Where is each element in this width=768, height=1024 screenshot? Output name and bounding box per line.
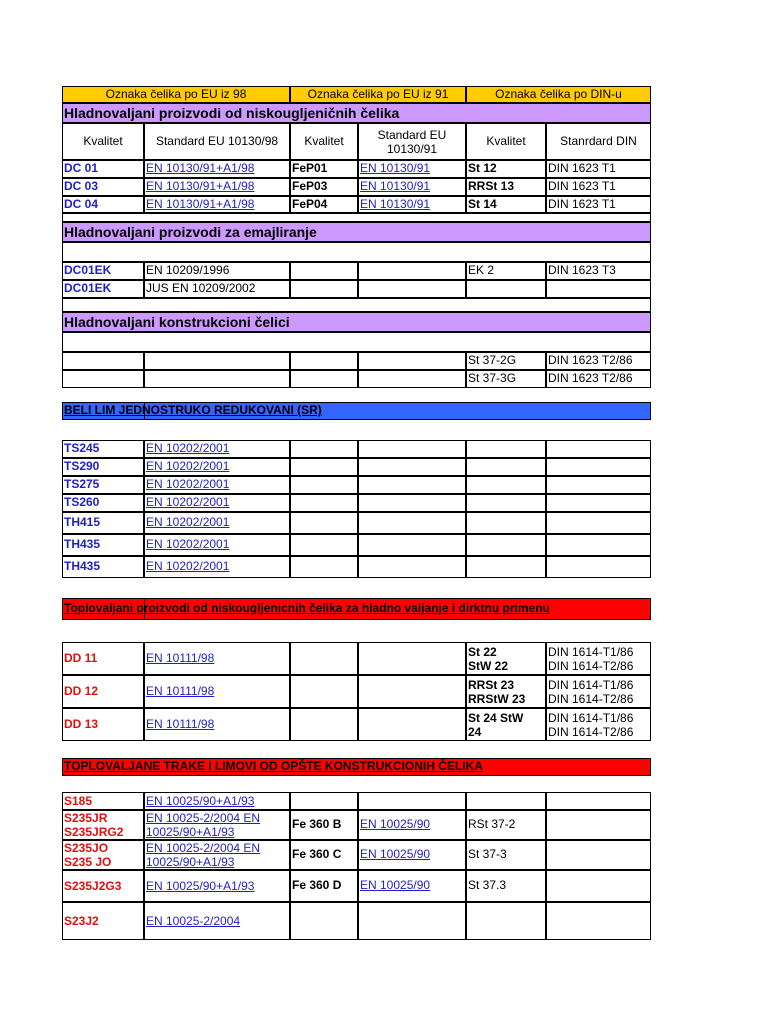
section-title: TOPLOVALJANE TRAKE I LIMOVI OD OPŠTE KONSTRUKCIONIH ČELIKA xyxy=(62,758,651,776)
cell xyxy=(358,534,466,556)
cell[interactable]: EN 10111/98 xyxy=(144,708,290,741)
cell xyxy=(290,494,358,512)
section-cold-rolled-low-carbon xyxy=(62,103,651,123)
cell xyxy=(546,840,651,870)
line-2[interactable]: 10025/90+A1/93 xyxy=(146,825,235,839)
cell xyxy=(290,352,358,370)
table-row xyxy=(62,902,651,940)
cell: RSt 37-2 xyxy=(466,810,546,840)
cell xyxy=(290,280,358,298)
cell xyxy=(290,792,358,810)
cell xyxy=(466,556,546,578)
cell: Fe 360 B xyxy=(290,810,358,840)
table-row xyxy=(62,352,651,370)
cell[interactable]: EN 10202/2001 xyxy=(144,534,290,556)
line-2: S235 JO xyxy=(64,855,112,869)
table-row xyxy=(62,556,651,578)
cell[interactable]: EN 10130/91 xyxy=(358,178,466,196)
cell xyxy=(358,675,466,708)
section-title: Hladnovaljani konstrukcioni čelici xyxy=(62,312,651,332)
cell xyxy=(546,810,651,840)
section-cold-rolled-structural xyxy=(62,312,651,332)
cell[interactable]: EN 10130/91+A1/98 xyxy=(144,160,290,178)
line-1[interactable]: EN 10025-2/2004 EN xyxy=(146,811,261,825)
cell xyxy=(358,642,466,675)
line-1[interactable]: EN 10025-2/2004 EN xyxy=(146,841,261,855)
header-row xyxy=(62,86,651,103)
cell: DC 03 xyxy=(62,178,144,196)
section-title: BELI LIM JEDNOSTRUKO REDUKOVANI (SR) xyxy=(62,402,651,420)
subheader-kvalitet: Kvalitet xyxy=(290,123,358,160)
cell[interactable]: EN 10025/90 xyxy=(358,840,466,870)
line-2: 24 xyxy=(468,724,482,739)
cell xyxy=(466,280,546,298)
spacer-row xyxy=(62,298,651,312)
cell: Fe 360 D xyxy=(290,870,358,902)
cell xyxy=(62,902,144,940)
cell: St 37-3 xyxy=(466,840,546,870)
cell[interactable]: EN 10202/2001 xyxy=(144,494,290,512)
cell: DIN 1623 T1 xyxy=(546,178,651,196)
table-row xyxy=(62,534,651,556)
line-1: DIN 1614-T1/86 xyxy=(548,710,634,725)
cell xyxy=(546,494,651,512)
cell xyxy=(358,512,466,534)
section-title: Hladnovaljani proizvodi za emajliranje xyxy=(62,222,651,242)
cell xyxy=(466,708,546,741)
divider xyxy=(144,598,145,620)
cell: DD 11 xyxy=(62,642,144,675)
cell: St 37.3 xyxy=(466,870,546,902)
cell xyxy=(546,556,651,578)
line-2[interactable]: 10025/90+A1/93 xyxy=(146,855,235,869)
cell xyxy=(466,902,546,940)
cell: St 37-2G xyxy=(466,352,546,370)
spacer xyxy=(62,242,651,262)
cell xyxy=(290,534,358,556)
cell: FeP03 xyxy=(290,178,358,196)
line-1: S235JO xyxy=(64,841,109,855)
cell xyxy=(546,458,651,476)
cell: FeP04 xyxy=(290,196,358,214)
table-row xyxy=(62,512,651,534)
cell xyxy=(466,675,546,708)
cell: DIN 1623 T1 xyxy=(546,196,651,214)
header-eu91: Oznaka čelika po EU iz 91 xyxy=(290,86,466,103)
cell: DIN 1623 T2/86 xyxy=(546,352,651,370)
cell[interactable] xyxy=(144,810,290,840)
spacer-row xyxy=(62,332,651,352)
cell: EN 10209/1996 xyxy=(144,262,290,280)
cell xyxy=(546,642,651,675)
cell: DIN 1623 T3 xyxy=(546,262,651,280)
cell xyxy=(290,675,358,708)
cell xyxy=(358,370,466,388)
subheader-standard-98: Standard EU 10130/98 xyxy=(144,123,290,160)
section-hot-rolled-low-carbon xyxy=(62,598,651,620)
cell xyxy=(358,476,466,494)
spacer-row xyxy=(62,420,651,440)
cell: St 14 xyxy=(466,196,546,214)
cell: TS275 xyxy=(62,476,144,494)
section-hot-rolled-structural xyxy=(62,758,651,776)
cell xyxy=(290,262,358,280)
cell xyxy=(290,512,358,534)
cell xyxy=(290,370,358,388)
cell xyxy=(358,352,466,370)
cell xyxy=(62,370,144,388)
cell xyxy=(546,708,651,741)
cell xyxy=(144,370,290,388)
cell: TS245 xyxy=(62,440,144,458)
cell: TS290 xyxy=(62,458,144,476)
cell: DIN 1623 T2/86 xyxy=(546,370,651,388)
section-title: Hladnovaljani proizvodi od niskougljeničnih čelika xyxy=(62,103,651,123)
divider xyxy=(144,402,145,420)
table-row xyxy=(62,178,651,196)
cell xyxy=(290,440,358,458)
cell[interactable]: EN 10202/2001 xyxy=(144,512,290,534)
table-row xyxy=(62,476,651,494)
cell[interactable] xyxy=(144,870,290,902)
cell xyxy=(466,476,546,494)
cell: JUS EN 10209/2002 xyxy=(144,280,290,298)
cell[interactable]: EN 10025/90 xyxy=(358,810,466,840)
line-1[interactable]: EN 10025/90+A1/93 xyxy=(146,794,255,808)
line-1: St 22 xyxy=(468,644,497,659)
cell xyxy=(546,675,651,708)
cell[interactable] xyxy=(358,902,466,940)
cell xyxy=(546,280,651,298)
cell xyxy=(466,494,546,512)
section-tinplate xyxy=(62,402,651,420)
cell xyxy=(290,476,358,494)
line-2: StW 22 xyxy=(468,658,509,673)
cell xyxy=(466,512,546,534)
cell xyxy=(466,534,546,556)
line-2: DIN 1614-T2/86 xyxy=(548,724,634,739)
table-row xyxy=(62,870,651,902)
line-2: DIN 1614-T2/86 xyxy=(548,691,634,706)
cell xyxy=(290,902,358,940)
table-row xyxy=(62,642,651,675)
cell xyxy=(290,556,358,578)
line-1: St 24 StW xyxy=(468,710,524,725)
cell: DC 04 xyxy=(62,196,144,214)
line-2: RRStW 23 xyxy=(468,691,526,706)
table-row xyxy=(62,708,651,741)
cell: Fe 360 C xyxy=(290,840,358,870)
header-din: Oznaka čelika po DIN-u xyxy=(466,86,651,103)
table-row xyxy=(62,792,651,810)
line-1: RRSt 23 xyxy=(468,677,515,692)
cell: St 12 xyxy=(466,160,546,178)
cell xyxy=(546,512,651,534)
cell[interactable]: EN 10202/2001 xyxy=(144,440,290,458)
cell xyxy=(62,792,144,810)
subheader-row xyxy=(62,123,651,160)
table-row xyxy=(62,160,651,178)
cell: TH435 xyxy=(62,534,144,556)
cell xyxy=(466,642,546,675)
line-1[interactable]: EN 10025-2/2004 xyxy=(146,914,241,928)
subheader-kvalitet: Kvalitet xyxy=(466,123,546,160)
line-1: DIN 1614-T1/86 xyxy=(548,677,634,692)
spacer-row xyxy=(62,242,651,262)
cell xyxy=(290,708,358,741)
cell: FeP01 xyxy=(290,160,358,178)
cell[interactable]: EN 10130/91 xyxy=(358,196,466,214)
cell: TH435 xyxy=(62,556,144,578)
cell xyxy=(144,352,290,370)
section-title: Toplovaljani proizvodi od niskougljenicnih čelika za hladno valjanje i dirktnu primenu xyxy=(62,598,651,620)
cell[interactable]: EN 10202/2001 xyxy=(144,458,290,476)
cell xyxy=(466,792,546,810)
cell xyxy=(358,280,466,298)
cell[interactable]: EN 10202/2001 xyxy=(144,556,290,578)
cell xyxy=(466,458,546,476)
header-eu98: Oznaka čelika po EU iz 98 xyxy=(62,86,290,103)
table-row xyxy=(62,810,651,840)
cell xyxy=(546,870,651,902)
subheader-standard-91 xyxy=(358,123,466,160)
cell xyxy=(62,810,144,840)
line-1: S23J2 xyxy=(64,914,99,928)
subheader-kvalitet: Kvalitet xyxy=(62,123,144,160)
cell[interactable] xyxy=(358,792,466,810)
line-1: DIN 1614-T1/86 xyxy=(548,644,634,659)
table-row xyxy=(62,675,651,708)
cell xyxy=(358,440,466,458)
spacer xyxy=(62,298,651,312)
table-row xyxy=(62,840,651,870)
table-row xyxy=(62,440,651,458)
cell: St 37-3G xyxy=(466,370,546,388)
cell xyxy=(358,556,466,578)
cell: DC01EK xyxy=(62,280,144,298)
table-row xyxy=(62,280,651,298)
line-1: S185 xyxy=(64,794,93,808)
cell: DC01EK xyxy=(62,262,144,280)
cell xyxy=(546,792,651,810)
cell xyxy=(358,494,466,512)
cell xyxy=(546,534,651,556)
cell[interactable]: EN 10130/91+A1/98 xyxy=(144,196,290,214)
cell[interactable]: EN 10111/98 xyxy=(144,642,290,675)
cell: EK 2 xyxy=(466,262,546,280)
cell: DC 01 xyxy=(62,160,144,178)
cell[interactable]: EN 10130/91+A1/98 xyxy=(144,178,290,196)
subheader-standard-din: Stanrdard DIN xyxy=(546,123,651,160)
cell[interactable]: EN 10111/98 xyxy=(144,675,290,708)
cell[interactable]: EN 10130/91 xyxy=(358,160,466,178)
line-1: S235J2G3 xyxy=(64,879,122,893)
cell[interactable] xyxy=(144,902,290,940)
spacer xyxy=(62,332,651,352)
cell xyxy=(358,708,466,741)
cell: TH415 xyxy=(62,512,144,534)
cell: DD 12 xyxy=(62,675,144,708)
table-row xyxy=(62,370,651,388)
cell[interactable]: EN 10202/2001 xyxy=(144,476,290,494)
cell[interactable]: EN 10025/90 xyxy=(358,870,466,902)
spacer-row xyxy=(62,212,651,222)
line-2: DIN 1614-T2/86 xyxy=(548,658,634,673)
cell: DD 13 xyxy=(62,708,144,741)
table-row xyxy=(62,262,651,280)
cell xyxy=(290,458,358,476)
cell xyxy=(62,870,144,902)
line-1[interactable]: EN 10025/90+A1/93 xyxy=(146,879,255,893)
table-row xyxy=(62,494,651,512)
cell xyxy=(358,458,466,476)
cell xyxy=(62,840,144,870)
line-2: 10130/91 xyxy=(386,141,438,156)
line-1: Standard EU xyxy=(377,127,447,142)
cell[interactable] xyxy=(144,792,290,810)
cell xyxy=(358,262,466,280)
line-2: S235JRG2 xyxy=(64,825,124,839)
section-enamelling xyxy=(62,222,651,242)
cell xyxy=(62,352,144,370)
table-row xyxy=(62,458,651,476)
cell: DIN 1623 T1 xyxy=(546,160,651,178)
cell xyxy=(546,476,651,494)
spacer xyxy=(62,212,651,222)
line-1: S235JR xyxy=(64,811,108,825)
cell xyxy=(466,440,546,458)
cell: RRSt 13 xyxy=(466,178,546,196)
cell: TS260 xyxy=(62,494,144,512)
cell xyxy=(546,902,651,940)
cell xyxy=(546,440,651,458)
cell[interactable] xyxy=(144,840,290,870)
cell xyxy=(290,642,358,675)
